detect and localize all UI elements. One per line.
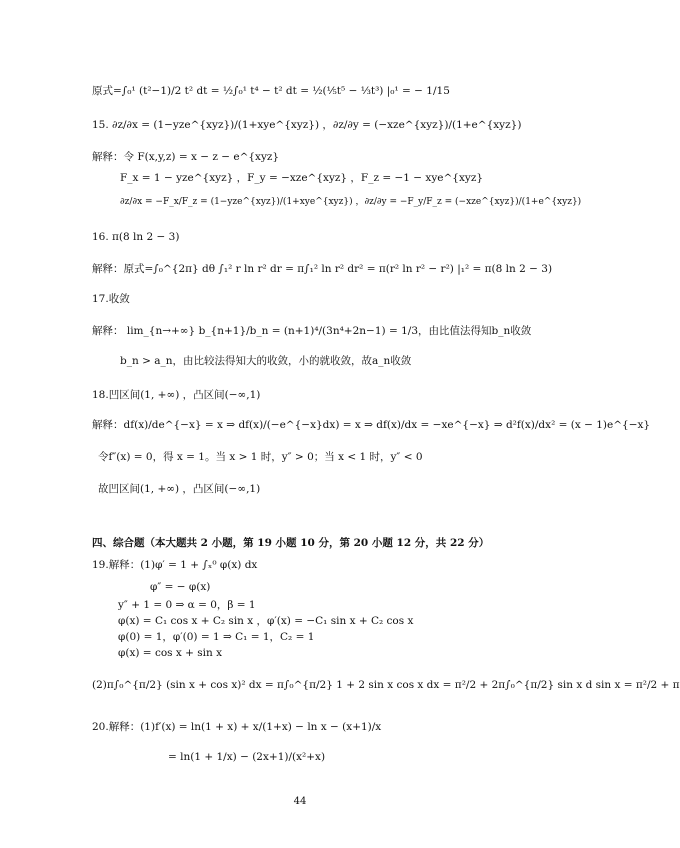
line-q15-answer: 15. ∂z/∂x = (1−yze^{xyz})/(1+xye^{xyz}) ，∂z/∂y = (−xze^{xyz})/(1+e^{xyz}) — [92, 119, 522, 131]
line-original-integral: 原式=∫₀¹ (t²−1)/2 t² dt = ½∫₀¹ t⁴ − t² dt = ½(⅕t⁵ − ⅓t³) |₀¹ = − 1/15 — [92, 85, 450, 97]
line-q18-explain: 解释：df(x)/de^{−x} = x ⇒ df(x)/(−e^{−x}dx) = x ⇒ df(x)/dx = −xe^{−x} ⇒ d²f(x)/dx² = (x − 1)e^{−x} — [92, 419, 651, 431]
line-q17-compare: b_n > a_n，由比较法得知大的收敛，小的就收敛，故a_n收敛 — [120, 355, 412, 367]
line-q18-answer: 18.凹区间(1, +∞) ，凸区间(−∞,1) — [92, 389, 261, 401]
line-q17-explain: 解释： lim_{n→+∞} b_{n+1}/b_n = (n+1)⁴/(3n⁴+2n−1) = 1/3，由比值法得知b_n收敛 — [92, 325, 532, 337]
line-q16-explain: 解释：原式=∫₀^{2π} dθ ∫₁² r ln r² dr = π∫₁² ln r² dr² = π(r² ln r² − r²) |₁² = π(8 ln 2 − 3) — [92, 263, 553, 275]
line-q18-sign: 令f″(x) = 0，得 x = 1。当 x > 1 时，y″ > 0；当 x < 1 时，y″ < 0 — [98, 451, 423, 463]
line-q19-ode: φ″ = − φ(x) — [150, 581, 211, 593]
line-q19-part1: 19.解释：(1)φ′ = 1 + ∫ₓ⁰ φ(x) dx — [92, 559, 258, 571]
line-q18-conclusion: 故凹区间(1, +∞) ，凸区间(−∞,1) — [98, 483, 261, 495]
line-q20-part1: 20.解释：(1)f′(x) = ln(1 + x) + x/(1+x) − ln x − (x+1)/x — [92, 721, 382, 733]
line-q15-explain: 解释：令 F(x,y,z) = x − z − e^{xyz} — [92, 151, 280, 163]
page-number: 44 — [293, 796, 307, 807]
line-q16-answer: 16. π(8 ln 2 − 3) — [92, 231, 180, 243]
line-q19-solution: φ(x) = cos x + sin x — [118, 647, 223, 659]
line-q20-simplified: = ln(1 + 1/x) − (2x+1)/(x²+x) — [168, 751, 326, 763]
section-heading: 四、综合题（本大题共 2 小题，第 19 小题 10 分，第 20 小题 12 分，共 22 分） — [92, 537, 490, 549]
line-q19-constants: φ(0) = 1，φ′(0) = 1 ⇒ C₁ = 1，C₂ = 1 — [118, 631, 315, 643]
line-q19-part2: (2)π∫₀^{π/2} (sin x + cos x)² dx = π∫₀^{π/2} 1 + 2 sin x cos x dx = π²/2 + 2π∫₀^{π/2} sin x d sin x = π²/2 + π — [92, 679, 680, 691]
line-q15-partials: F_x = 1 − yze^{xyz} ，F_y = −xze^{xyz} ，F_z = −1 − xye^{xyz} — [120, 172, 484, 184]
line-q15-result: ∂z/∂x = −F_x/F_z = (1−yze^{xyz})/(1+xye^{xyz}) ，∂z/∂y = −F_y/F_z = (−xze^{xyz})/(1+e^{xyz}) — [120, 197, 582, 207]
line-q19-general: φ(x) = C₁ cos x + C₂ sin x ，φ′(x) = −C₁ sin x + C₂ cos x — [118, 615, 414, 627]
line-q19-char: y″ + 1 = 0 ⇒ α = 0，β = 1 — [118, 599, 256, 611]
line-q17-answer: 17.收敛 — [92, 293, 130, 305]
